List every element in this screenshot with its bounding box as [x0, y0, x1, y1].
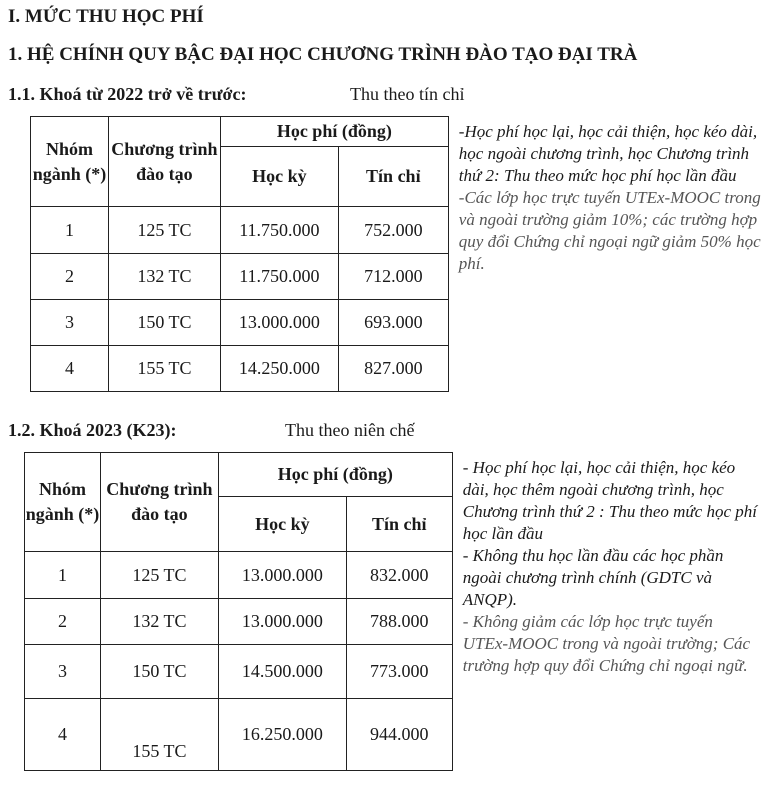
- cell-program: 125 TC: [100, 552, 218, 599]
- cell-program: 155 TC: [100, 699, 218, 771]
- header-program: Chương trình đào tạo: [108, 117, 220, 207]
- cell-credit: 693.000: [338, 300, 448, 346]
- table1-subtitle: Thu theo tín chỉ: [350, 84, 465, 104]
- cell-group: 4: [31, 346, 109, 392]
- cell-semester: 13.000.000: [220, 300, 338, 346]
- header-semester: Học kỳ: [220, 147, 338, 207]
- cell-semester: 16.250.000: [218, 699, 346, 771]
- cell-group: 3: [31, 300, 109, 346]
- header-fee: Học phí (đồng): [220, 117, 448, 147]
- cell-semester: 13.000.000: [218, 599, 346, 645]
- cell-credit: 944.000: [346, 699, 452, 771]
- cell-credit: 773.000: [346, 645, 452, 699]
- cell-semester: 11.750.000: [220, 254, 338, 300]
- cell-program: 150 TC: [108, 300, 220, 346]
- fee-table-2023: [24, 452, 762, 771]
- cell-program: 132 TC: [100, 599, 218, 645]
- cell-group: 2: [25, 599, 101, 645]
- cell-group: 1: [31, 207, 109, 254]
- cell-semester: 13.000.000: [218, 552, 346, 599]
- cell-credit: 827.000: [338, 346, 448, 392]
- cell-group: 3: [25, 645, 101, 699]
- notes-2022: [448, 117, 762, 392]
- program-heading: 1. HỆ CHÍNH QUY BẬC ĐẠI HỌC CHƯƠNG TRÌNH ĐÀO TẠO ĐẠI TRÀ: [8, 44, 638, 65]
- cell-credit: 752.000: [338, 207, 448, 254]
- fee-table-2022: [30, 116, 762, 392]
- header-semester: Học kỳ: [218, 497, 346, 552]
- cell-semester: 14.500.000: [218, 645, 346, 699]
- notes-2023: [452, 453, 762, 771]
- cell-credit: 832.000: [346, 552, 452, 599]
- note-item: - Học phí học lại, học cải thiện, học kéo dài, học thêm ngoài chương trình, học Chương trình thứ 2 : Thu theo mức học phí học lần đầu: [462, 457, 757, 543]
- cell-credit: 788.000: [346, 599, 452, 645]
- table1-title: 1.1. Khoá từ 2022 trở về trước:: [8, 84, 247, 104]
- cell-program: 150 TC: [100, 645, 218, 699]
- cell-semester: 14.250.000: [220, 346, 338, 392]
- section-heading: I. MỨC THU HỌC PHÍ: [8, 6, 204, 27]
- header-credit: Tín chỉ: [338, 147, 448, 207]
- header-fee: Học phí (đồng): [218, 453, 452, 497]
- header-group: Nhóm ngành (*): [31, 117, 109, 207]
- table2-subtitle: Thu theo niên chế: [285, 420, 415, 440]
- header-credit: Tín chỉ: [346, 497, 452, 552]
- note-item: -Học phí học lại, học cải thiện, học kéo dài, học ngoài chương trình, học Chương trình thứ 2: Thu theo mức học phí học lần đầu: [458, 121, 758, 185]
- note-item: - Không giảm các lớp học trực tuyến UTEx-MOOC trong và ngoài trường; Các trường hợp quy đổi Chứng chỉ ngoại ngữ.: [462, 611, 751, 675]
- cell-credit: 712.000: [338, 254, 448, 300]
- cell-program: 125 TC: [108, 207, 220, 254]
- cell-group: 2: [31, 254, 109, 300]
- header-program: Chương trình đào tạo: [100, 453, 218, 552]
- cell-program: 155 TC: [108, 346, 220, 392]
- note-item: -Các lớp học trực tuyến UTEx-MOOC trong và ngoài trường giảm 10%; các trường hợp quy đổi Chứng chỉ ngoại ngữ giảm 50% học phí.: [458, 187, 761, 273]
- cell-group: 1: [25, 552, 101, 599]
- cell-semester: 11.750.000: [220, 207, 338, 254]
- table2-title: 1.2. Khoá 2023 (K23):: [8, 420, 177, 440]
- note-item: - Không thu học lần đầu các học phần ngoài chương trình chính (GDTC và ANQP).: [462, 545, 724, 609]
- header-group: Nhóm ngành (*): [25, 453, 101, 552]
- cell-program: 132 TC: [108, 254, 220, 300]
- cell-group: 4: [25, 699, 101, 771]
